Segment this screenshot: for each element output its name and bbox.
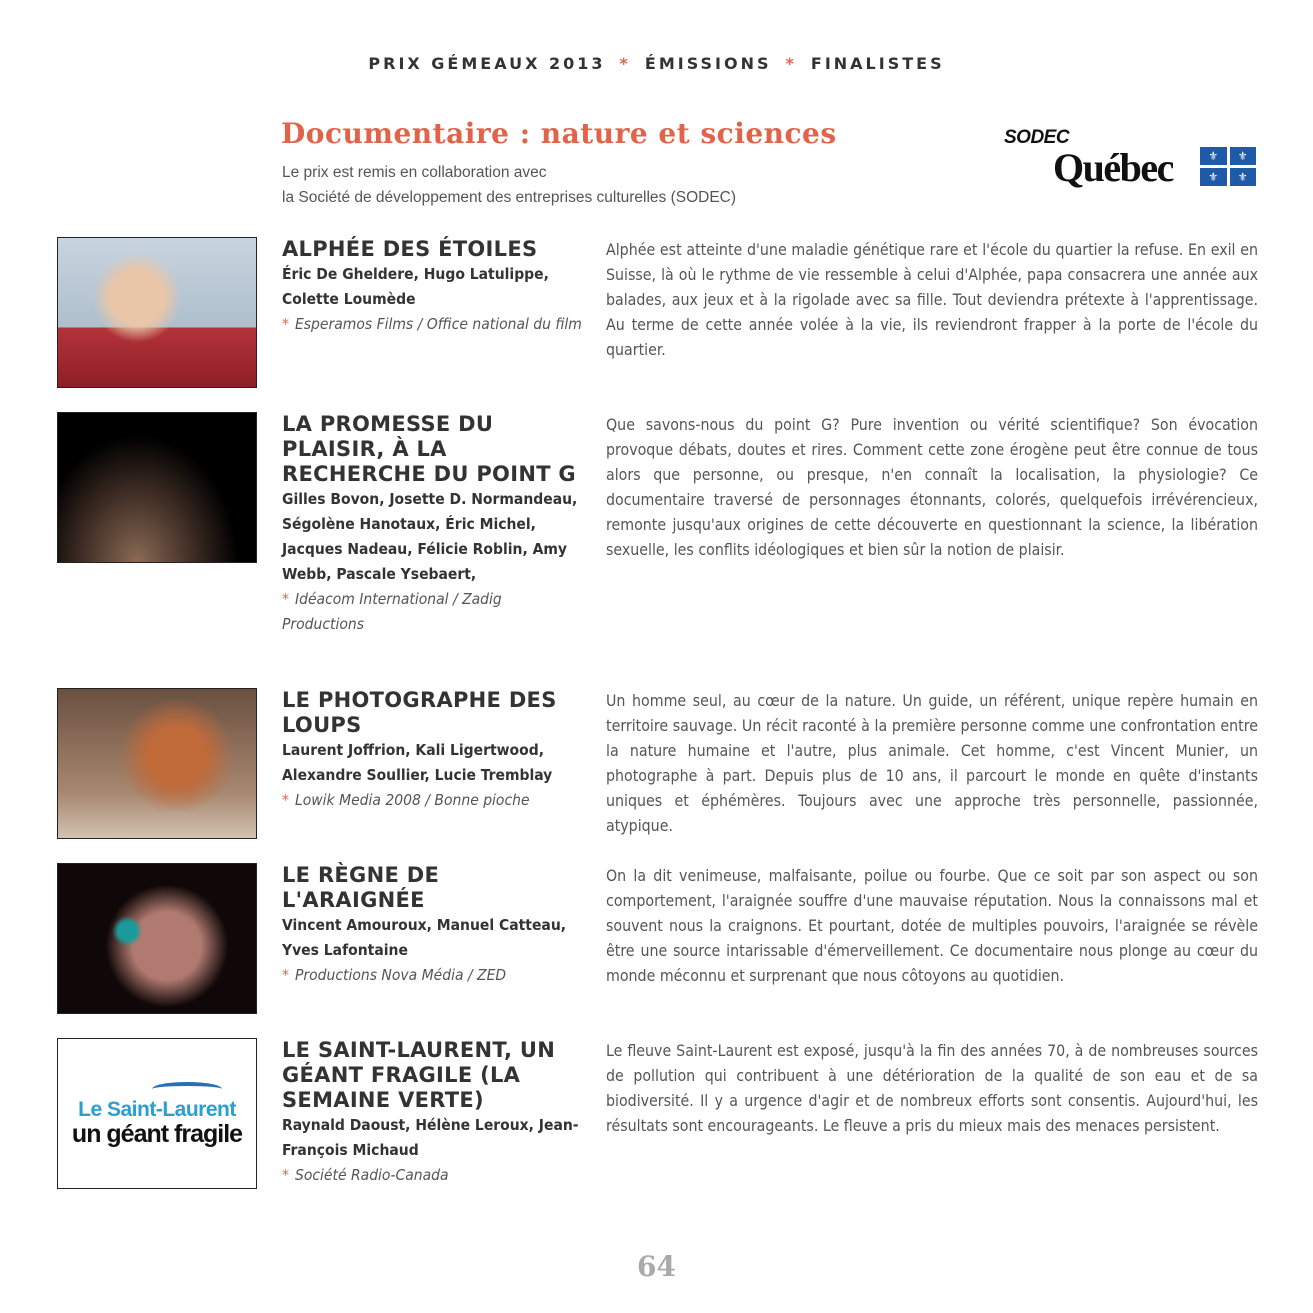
entry-title: LE RÈGNE DE L'ARAIGNÉE bbox=[282, 863, 440, 912]
star-icon: * bbox=[282, 315, 289, 333]
entry-production bbox=[282, 1163, 587, 1188]
wave-icon bbox=[152, 1082, 222, 1096]
subtitle-line: la Société de développement des entreprises culturelles (SODEC) bbox=[282, 189, 737, 206]
production-text: Productions Nova Média / ZED bbox=[294, 966, 507, 984]
production-text: Société Radio-Canada bbox=[294, 1166, 449, 1184]
star-icon: * bbox=[282, 1166, 289, 1184]
running-header bbox=[0, 54, 1313, 73]
thumbnail-image bbox=[57, 237, 257, 388]
entry-credits: Raynald Daoust, Hélène Leroux, Jean-François Michaud bbox=[282, 1116, 579, 1159]
category-title: Documentaire : nature et sciences bbox=[281, 117, 837, 150]
thumb-logo-line: Le Saint-Laurent bbox=[78, 1097, 236, 1121]
entry-title: ALPHÉE DES ÉTOILES bbox=[282, 237, 538, 261]
production-text: Idéacom International / Zadig Productions bbox=[282, 590, 502, 633]
entry-title: LE SAINT-LAURENT, UN GÉANT FRAGILE (LA SEMAINE VERTE) bbox=[282, 1038, 556, 1112]
thumbnail-image bbox=[57, 863, 257, 1014]
entry-description: Un homme seul, au cœur de la nature. Un guide, un référent, unique repère humain en territoire sauvage. Un récit raconté à la première personne comme une confrontation entre la nature humaine et l'autre, plus animale. Cet homme, c'est Vincent Munier, un photographe à part. Depuis plus de 10 ans, il parcourt le monde en quête d'instants uniques et éphémères. Toujours avec une approche très personnelle, passionnée, atypique. bbox=[606, 691, 1258, 835]
separator-star: * bbox=[619, 54, 631, 73]
thumb-logo-line: un géant fragile bbox=[71, 1119, 243, 1148]
header-part: FINALISTES bbox=[810, 54, 945, 73]
entry-production bbox=[282, 963, 587, 988]
header-part: PRIX GÉMEAUX 2013 bbox=[368, 54, 606, 73]
entry-credits: Gilles Bovon, Josette D. Normandeau, Ségolène Hanotaux, Éric Michel, Jacques Nadeau, Félicie Roblin, Amy Webb, Pascale Ysebaert, bbox=[282, 490, 578, 583]
entry-description: On la dit venimeuse, malfaisante, poilue ou fourbe. Que ce soit par son aspect ou son comportement, l'araignée souffre d'une mauvaise réputation. Nous la connaissons mal et souvent nous la craignons. Et pourtant, dotée de multiples pouvoirs, l'araignée se révèle être une source intarissable d'émerveillement. Ce documentaire nous plonge au cœur du monde méconnu et surprenant que nous côtoyons au quotidien. bbox=[606, 866, 1258, 985]
sodec-logo: SODEC bbox=[1004, 127, 1070, 148]
category-subtitle bbox=[282, 160, 736, 210]
entry-production bbox=[282, 788, 587, 813]
entry-description: Alphée est atteinte d'une maladie génétique rare et l'école du quartier la refuse. En exil en Suisse, là où le rythme de vie ressemble à celui d'Alphée, papa consacrera une année aux balades, aux jeux et à la rigolade avec sa fille. Tout deviendra prétexte à l'apprentissage. Au terme de cette année volée à la vie, ils reviendront frapper à la porte de l'école du quartier. bbox=[606, 240, 1258, 359]
header-part: ÉMISSIONS bbox=[644, 54, 772, 73]
star-icon: * bbox=[282, 966, 289, 984]
entry-description: Le fleuve Saint-Laurent est exposé, jusqu'à la fin des années 70, à de nombreuses sources de pollution qui contribuent à une détérioration de la qualité de son eau et de sa biodiversité. Il y a urgence d'agir et de nombreux efforts sont consentis. Aujourd'hui, les résultats sont encourageants. Le fleuve a pris du mieux mais des menaces persistent. bbox=[606, 1041, 1258, 1135]
separator-star: * bbox=[785, 54, 797, 73]
subtitle-line: Le prix est remis en collaboration avec bbox=[282, 164, 547, 181]
production-text: Esperamos Films / Office national du film bbox=[294, 315, 582, 333]
entry-description: Que savons-nous du point G? Pure invention ou vérité scientifique? Son évocation provoque débats, doutes et rires. Comment cette zone érogène peut être connue de tous alors que personne, ou presque, n'en connaît la localisation, la physiologie? Ce documentaire traversé de personnages étonnants, colorés, quelquefois irrévérencieux, remonte jusqu'aux origines de cette découverte en questionnant la science, la libération sexuelle, les conflits idéologiques et bien sûr la notion de plaisir. bbox=[606, 415, 1258, 559]
entry-credits: Éric De Gheldere, Hugo Latulippe, Colette Loumède bbox=[282, 265, 549, 308]
star-icon: * bbox=[282, 590, 289, 608]
entry-title: LA PROMESSE DU PLAISIR, À LA RECHERCHE DU POINT G bbox=[282, 412, 576, 486]
entry-production bbox=[282, 312, 587, 337]
quebec-logo: Québec bbox=[1053, 145, 1173, 190]
entry-production bbox=[282, 587, 587, 637]
thumbnail-image bbox=[57, 1038, 257, 1189]
entry-credits: Laurent Joffrion, Kali Ligertwood, Alexandre Soullier, Lucie Tremblay bbox=[282, 741, 553, 784]
fleur-de-lis-flag-icon: ⚜ ⚜ ⚜ ⚜ bbox=[1200, 147, 1256, 186]
star-icon: * bbox=[282, 791, 289, 809]
production-text: Lowik Media 2008 / Bonne pioche bbox=[294, 791, 530, 809]
thumbnail-image bbox=[57, 412, 257, 563]
entry-credits: Vincent Amouroux, Manuel Catteau, Yves Lafontaine bbox=[282, 916, 567, 959]
thumbnail-image bbox=[57, 688, 257, 839]
entry-title: LE PHOTOGRAPHE DES LOUPS bbox=[282, 688, 557, 737]
page-number: 64 bbox=[637, 1250, 676, 1283]
